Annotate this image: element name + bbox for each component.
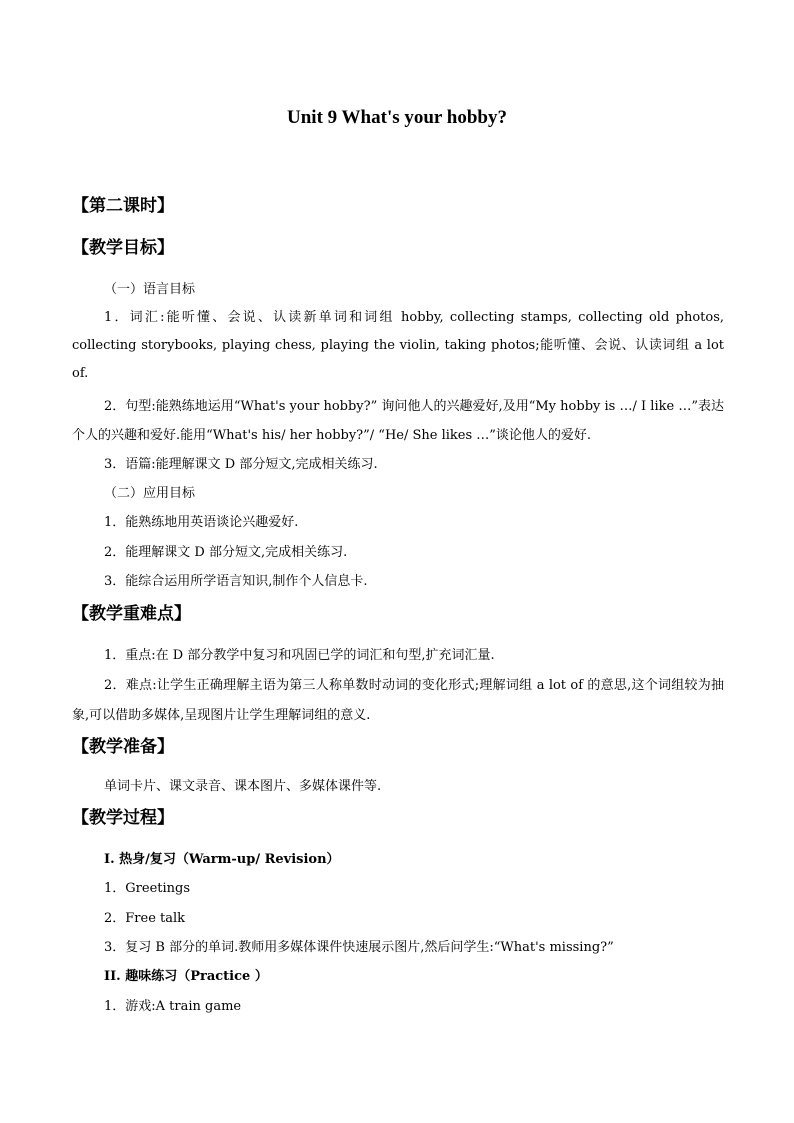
goals-sentence-patterns: 2．句型:能熟练地运用“What's your hobby?” 询问他人的兴趣爱好,及用“My hobby is …/ I like …”表达个人的兴趣和爱好.能用“What's his/ her hobby?”/ “He/ She likes …”谈论他人的爱好. [72,399,724,443]
goals-language-subheading: （一）语言目标 [104,282,196,297]
process-item-review: 3．复习 B 部分的单词.教师用多媒体课件快速展示图片,然后问学生:“What's missing?” [104,940,614,955]
goals-application-item-3: 3．能综合运用所学语言知识,制作个人信息卡. [104,574,368,589]
document-title: Unit 9 What's your hobby? [287,107,507,128]
goals-application-subheading: （二）应用目标 [104,486,196,501]
key-point-2: 2．难点:让学生正确理解主语为第三人称单数时动词的变化形式;理解词组 a lot of 的意思,这个词组较为抽象,可以借助多媒体,呈现图片让学生理解词组的意义. [72,678,724,723]
process-section-practice: II. 趣味练习（Practice ） [104,969,268,984]
process-section-warmup: I. 热身/复习（Warm-up/ Revision） [104,852,340,867]
goals-application-item-1: 1．能熟练地用英语谈论兴趣爱好. [104,515,299,530]
heading-goals: 【教学目标】 [72,238,174,258]
key-point-1: 1．重点:在 D 部分教学中复习和巩固已学的词汇和句型,扩充词汇量. [104,648,495,663]
heading-key-points: 【教学重难点】 [72,604,191,624]
heading-process: 【教学过程】 [72,808,174,828]
goals-vocabulary: 1．词汇:能听懂、会说、认读新单词和词组 hobby, collecting stamps, collecting old photos, collecting storybooks, playing chess, playing the violin, taking photos;能听懂、会说、认读词组 a lot of. [72,310,724,381]
heading-lesson: 【第二课时】 [72,196,174,216]
heading-preparation: 【教学准备】 [72,737,174,757]
preparation-text: 单词卡片、课文录音、课本图片、多媒体课件等. [104,779,382,794]
process-item-greetings: 1．Greetings [104,881,191,896]
process-item-train-game: 1．游戏:A train game [104,999,242,1014]
goals-application-item-2: 2．能理解课文 D 部分短文,完成相关练习. [104,545,348,560]
process-item-free-talk: 2．Free talk [104,911,186,926]
goals-text: 3．语篇:能理解课文 D 部分短文,完成相关练习. [104,457,378,472]
